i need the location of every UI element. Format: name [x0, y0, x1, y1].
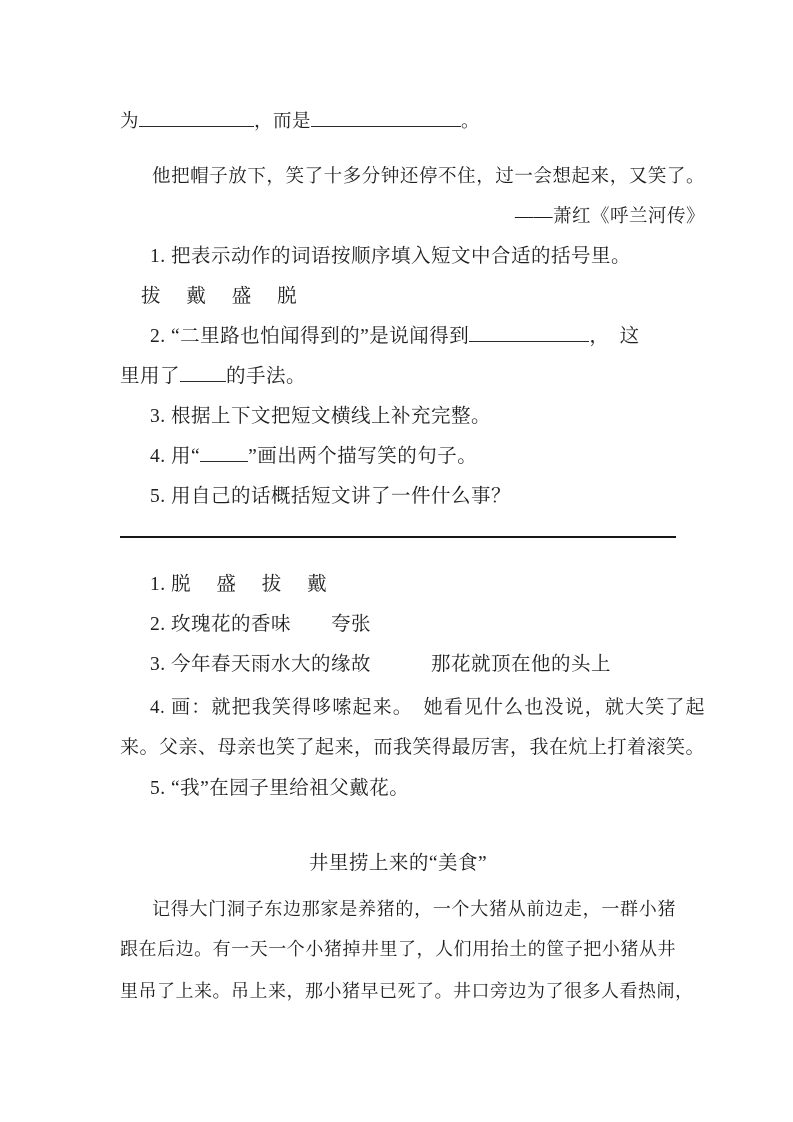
attribution-line: ——萧红《呼兰河传》: [514, 207, 705, 227]
question-2-continuation: 里用了: [120, 366, 181, 387]
question-2-continuation-tail: 的手法。: [226, 366, 307, 387]
question-4-pre: 4. 用“: [150, 446, 201, 467]
passage-line-3: 里吊了上来。吊上来，那小猪早已死了。井口旁边为了很多人看热闹，: [120, 981, 694, 1001]
blank-underline: [180, 364, 226, 382]
question-1: 1. 把表示动作的词语按顺序填入短文中合适的括号里。: [150, 246, 632, 267]
question-2-tail: ， 这: [589, 326, 640, 347]
continuation-fill-line: [120, 102, 676, 142]
word-bank: 拔 戴 盛 脱: [141, 286, 298, 307]
fill-line-pre: 为: [120, 112, 140, 132]
blank-underline: [469, 324, 589, 342]
answer-1: 1. 脱 盛 拔 戴: [150, 574, 328, 595]
fill-line-end: 。: [461, 112, 481, 132]
section-divider: [120, 536, 676, 538]
answer-4-line-1: 4. 画：就把我笑得哆嗦起来。 她看见什么也没说，就大笑了起: [150, 697, 705, 718]
question-2-text: 2. “二里路也怕闻得到的”是说闻得到: [150, 326, 470, 347]
answer-3: 3. 今年春天雨水大的缘故 那花就顶在他的头上: [150, 654, 612, 675]
question-2-line-2: [120, 357, 676, 397]
fill-line-mid: ，而是: [254, 112, 312, 132]
question-3: 3. 根据上下文把短文横线上补充完整。: [150, 406, 492, 427]
passage-line-2: 跟在后边。有一天一个小猪掉井里了，人们用抬土的筐子把小猪从井: [120, 939, 676, 959]
answer-5: 5. “我”在园子里给祖父戴花。: [150, 778, 410, 799]
quote-excerpt-line: 他把帽子放下，笑了十多分钟还停不住，过一会想起来，又笑了。: [152, 167, 705, 187]
question-4: [120, 437, 676, 477]
question-2-line-1: [120, 317, 676, 357]
answer-2: 2. 玫瑰花的香味 夸张: [150, 614, 372, 635]
question-4-post: ”画出两个描写笑的句子。: [248, 446, 478, 467]
passage-title: 井里捞上来的“美食”: [308, 853, 488, 874]
passage-line-1: 记得大门洞子东边那家是养猪的，一个大猪从前边走，一群小猪: [152, 899, 676, 919]
question-5: 5. 用自己的话概括短文讲了一件什么事？: [150, 486, 512, 507]
blank-underline: [311, 109, 461, 127]
blank-underline: [139, 109, 254, 127]
answer-4-line-2: 来。父亲、母亲也笑了起来，而我笑得最厉害，我在炕上打着滚笑。: [120, 737, 706, 758]
blank-underline: [200, 444, 248, 462]
